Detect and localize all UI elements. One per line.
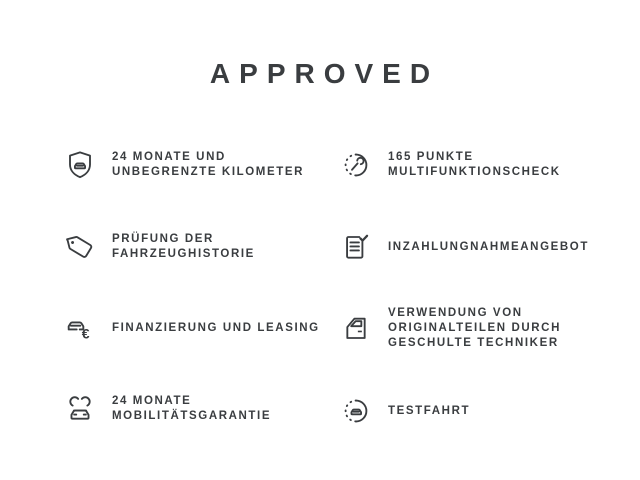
- feature-item-history: [64, 223, 255, 271]
- feature-item-multicheck: [340, 141, 561, 189]
- feature-text: [112, 394, 271, 424]
- shield-car-icon: [64, 149, 96, 181]
- feature-line: MOBILITÄTSGARANTIE: [112, 410, 272, 422]
- feature-item-financing: [64, 304, 320, 352]
- svg-text:€: €: [81, 325, 90, 342]
- feature-text: [388, 306, 561, 351]
- feature-text: [388, 404, 470, 419]
- feature-line: UNBEGRENZTE KILOMETER: [112, 166, 305, 178]
- feature-text: [112, 232, 255, 262]
- test-drive-icon: [340, 395, 372, 427]
- feature-item-mobility: [64, 385, 271, 433]
- feature-line: 165 PUNKTE: [388, 151, 474, 163]
- car-euro-icon: [64, 312, 96, 344]
- feature-line: VERWENDUNG VON: [388, 306, 523, 319]
- feature-text: [388, 240, 589, 255]
- feature-text: [388, 150, 561, 180]
- feature-line: INZAHLUNGNAHMEANGEBOT: [388, 240, 589, 253]
- feature-line: TESTFAHRT: [388, 404, 471, 417]
- tag-icon: [64, 231, 96, 263]
- feature-line: FAHRZEUGHISTORIE: [112, 248, 255, 260]
- feature-line: 24 MONATE: [112, 395, 192, 407]
- feature-line: PRÜFUNG DER: [112, 233, 214, 245]
- feature-item-warranty: [64, 141, 304, 189]
- document-check-icon: [340, 231, 372, 263]
- car-door-icon: [340, 312, 372, 344]
- feature-line: 24 MONATE UND: [112, 151, 226, 163]
- feature-text: [112, 150, 304, 180]
- feature-line: ORIGINALTEILEN DURCH: [388, 321, 561, 334]
- feature-line: MULTIFUNKTIONSCHECK: [388, 166, 561, 178]
- feature-line: FINANZIERUNG UND LEASING: [112, 321, 320, 334]
- car-assistance-icon: [64, 393, 96, 425]
- feature-line: GESCHULTE TECHNIKER: [388, 336, 559, 349]
- stopwatch-wrench-icon: [340, 149, 372, 181]
- feature-item-original-parts: [340, 304, 561, 352]
- feature-text: [112, 321, 320, 336]
- page-title: APPROVED: [209, 58, 440, 89]
- feature-item-testdrive: [340, 387, 470, 435]
- feature-item-tradein: [340, 223, 589, 271]
